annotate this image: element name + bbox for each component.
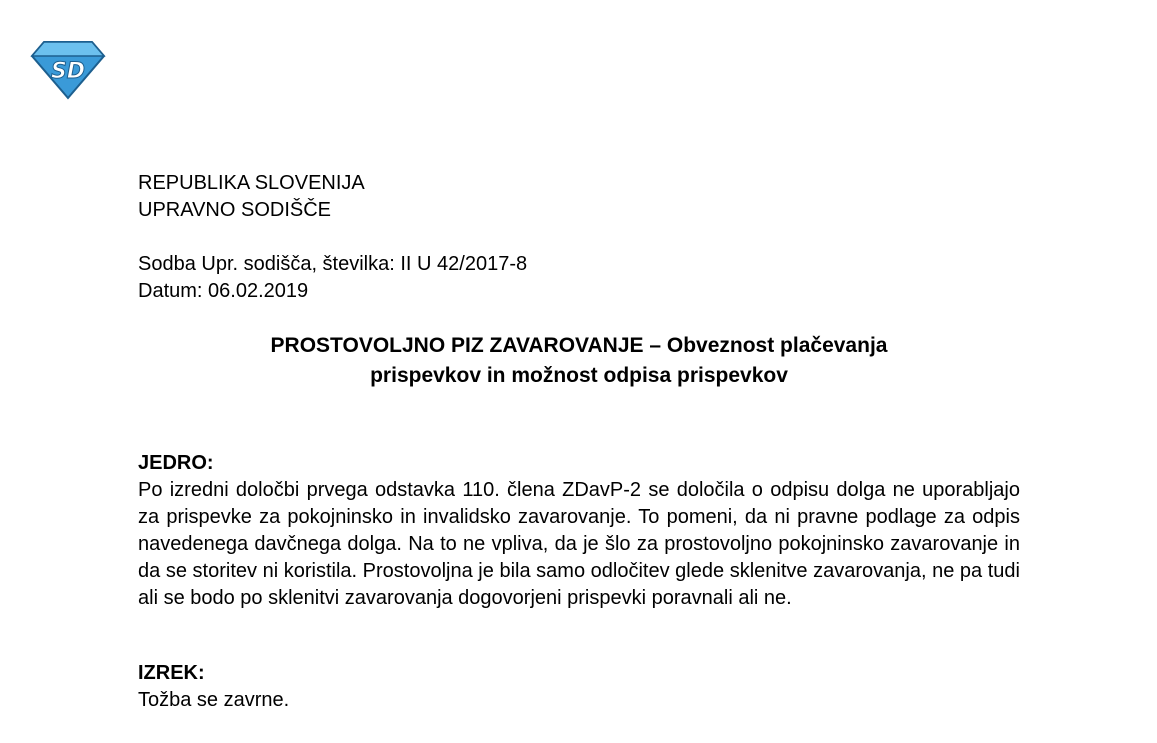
court-name: UPRAVNO SODIŠČE (138, 199, 331, 221)
jedro-text: Po izredni določbi prvega odstavka 110. člena ZDavP-2 se določila o odpisu dolga ne uporabljajo za prispevke za pokojninsko in invalidsko zavarovanje. To pomeni, da ni pravne podlage za odpis navedenega davčnega dolga. Na to ne vpliva, da je šlo za prostovoljno pokojninsko zavarovanje in da se storitev ni koristila. Prostovoljna je bila samo odločitev glede sklenitve zavarovanja, ne pa tudi ali se bodo po sklenitvi zavarovanja dogovorjeni prispevki poravnali ali ne. (138, 479, 1020, 609)
title-line-2: prispevkov in možnost odpisa prispevkov (370, 364, 788, 387)
judgment-meta (138, 251, 527, 305)
sd-diamond-logo-icon (30, 38, 106, 100)
country-name: REPUBLIKA SLOVENIJA (138, 172, 365, 194)
logo-lettering: SD (50, 59, 86, 84)
title-line-1: PROSTOVOLJNO PIZ ZAVAROVANJE – Obveznost plačevanja (270, 334, 888, 357)
izrek-text: Tožba se zavrne. (138, 689, 290, 711)
court-header (138, 170, 365, 224)
judgment-date: Datum: 06.02.2019 (138, 280, 309, 302)
izrek-heading: IZREK: (138, 662, 205, 684)
document-title (138, 331, 1020, 391)
jedro-section (138, 450, 1020, 612)
izrek-section (138, 660, 1020, 714)
sd-logo (30, 38, 106, 100)
judgment-number: Sodba Upr. sodišča, številka: II U 42/2017-8 (138, 253, 528, 275)
jedro-heading: JEDRO: (138, 452, 214, 474)
